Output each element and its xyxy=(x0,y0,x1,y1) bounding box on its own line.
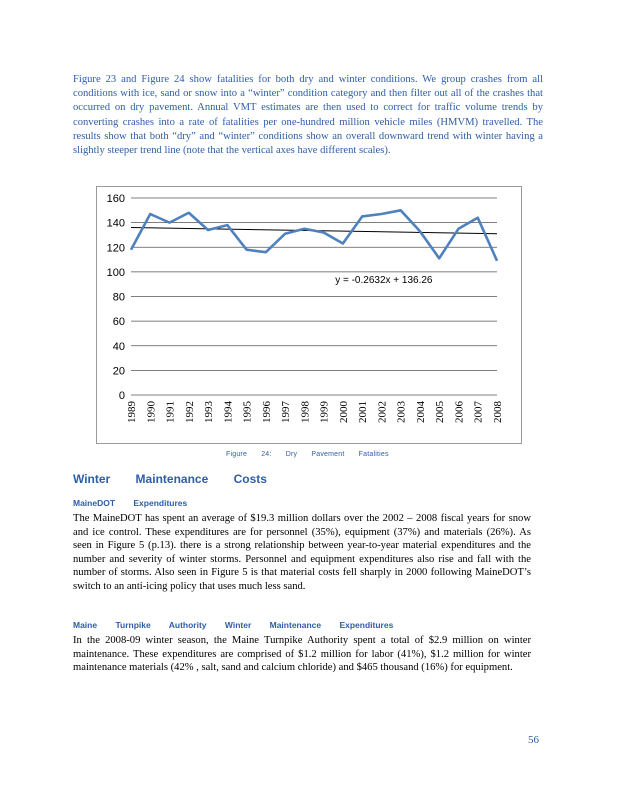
x-tick-label: 1989 xyxy=(126,401,138,423)
section-title: Winter Maintenance Costs xyxy=(73,472,267,486)
subheading-turnpike: Maine Turnpike Authority Winter Maintenance Expenditures xyxy=(73,620,394,630)
y-tick-label: 120 xyxy=(106,242,125,255)
x-tick-label: 2007 xyxy=(472,401,485,423)
caption-number: 24: xyxy=(261,451,272,458)
x-tick-label: 2002 xyxy=(376,401,389,423)
caption-word-pavement: Pavement xyxy=(311,451,345,458)
caption-figure: Figure xyxy=(226,451,248,458)
y-tick-label: 60 xyxy=(112,316,125,329)
x-tick-label: 2001 xyxy=(357,401,370,423)
fatalities-chart xyxy=(96,186,522,444)
x-tick-label: 1994 xyxy=(222,401,235,423)
x-tick-label: 2008 xyxy=(492,401,504,423)
y-tick-label: 100 xyxy=(106,266,125,279)
x-tick-label: 1997 xyxy=(280,401,293,423)
x-tick-label: 1991 xyxy=(164,401,177,423)
x-tick-label: 1990 xyxy=(145,401,158,423)
x-tick-label: 1993 xyxy=(203,401,216,423)
caption-word-fatalities: Fatalities xyxy=(358,451,389,458)
y-tick-label: 20 xyxy=(112,365,125,378)
x-tick-label: 2004 xyxy=(414,401,427,423)
figure-caption xyxy=(226,451,426,458)
x-tick-label: 2000 xyxy=(337,401,350,423)
x-tick-label: 1998 xyxy=(299,401,312,423)
page-number: 56 xyxy=(528,734,539,746)
x-tick-label: 2005 xyxy=(434,401,447,423)
turnpike-paragraph: In the 2008-09 winter season, the Maine Turnpike Authority spent a total of $2.9 million on winter maintenance. These expenditures are comprised of $1.2 million for labor (41%), $1.2 million for winter maintenance materials (42% , salt, sand and calcium chloride) and $465 thousand (16%) for equipment. xyxy=(73,635,531,674)
series-line xyxy=(131,210,497,260)
y-tick-label: 40 xyxy=(112,340,125,353)
y-tick-label: 80 xyxy=(112,291,125,304)
x-tick-label: 2006 xyxy=(453,401,466,423)
x-tick-label: 1995 xyxy=(241,401,254,423)
mainedot-paragraph: The MaineDOT has spent an average of $19.3 million dollars over the 2002 – 2008 fiscal years for snow and ice control. These expenditures are for personnel (35%), equipment (37%) and materials (26%). As seen in Figure 5 (p.13). there is a strong relationship between year-to-year material expenditures and the number and severity of winter storms. Personnel and equipment expenditures also rise and fall with the number of storms. Also seen in Figure 5 is that material costs fell sharply in 2000 following MaineDOT’s switch to an anti-icing policy that uses much less sand. xyxy=(73,513,531,592)
x-tick-label: 1999 xyxy=(318,401,331,423)
chart-svg xyxy=(97,187,521,443)
x-tick-label: 2003 xyxy=(395,401,408,423)
x-tick-label: 1992 xyxy=(183,401,196,423)
caption-word-dry: Dry xyxy=(285,451,298,458)
y-tick-label: 0 xyxy=(118,390,125,402)
x-tick-label: 1996 xyxy=(260,401,273,423)
trendline-equation: y = -0.2632x + 136.26 xyxy=(335,274,433,286)
intro-paragraph: Figure 23 and Figure 24 show fatalities for both dry and winter conditions. We group crashes from all conditions with ice, sand or snow into a “winter” condition category and then filter out all of the crashes that occurred on dry pavement. Annual VMT estimates are then used to correct for traffic volume trends by converting crashes into a rate of fatalities per one-hundred million vehicle miles (HMVM) travelled. The results show that both “dry” and “winter” conditions show an overall downward trend with winter having a slightly steeper trend line (note that the vertical axes have different scales). xyxy=(73,74,543,157)
y-tick-label: 160 xyxy=(106,193,125,205)
subheading-mainedot: MaineDOT Expenditures xyxy=(73,498,188,508)
y-tick-label: 140 xyxy=(106,217,125,230)
